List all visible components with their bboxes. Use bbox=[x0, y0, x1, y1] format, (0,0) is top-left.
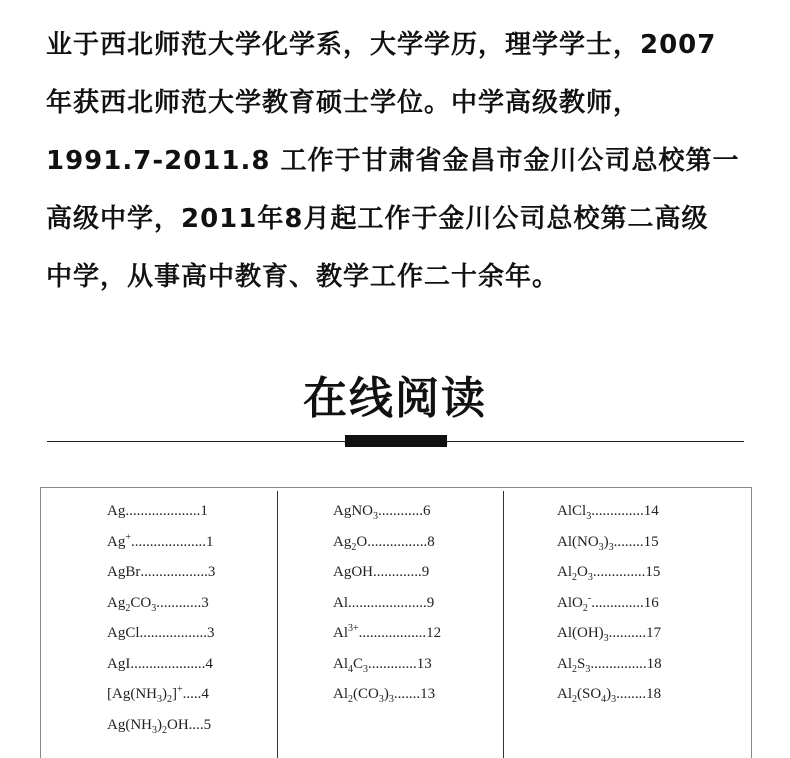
page-number: 3 bbox=[201, 594, 209, 611]
page-number: 15 bbox=[643, 533, 659, 550]
index-entry bbox=[107, 679, 215, 710]
formula: $Al(NO_3)_3$ bbox=[557, 533, 614, 553]
page-number: 9 bbox=[421, 564, 430, 580]
formula: $Al_4C_3$ bbox=[333, 655, 369, 675]
formula: Ag+ bbox=[107, 531, 131, 550]
leader-dots: ..................... bbox=[348, 594, 427, 611]
formula: AgCl bbox=[107, 625, 140, 641]
bio-line: 业于西北师范大学化学系，大学学历，理学学士，2007 bbox=[46, 30, 717, 60]
index-entry bbox=[557, 679, 662, 710]
formula: Ag bbox=[107, 503, 126, 519]
formula: AgI bbox=[107, 655, 131, 672]
leader-dots: ........ bbox=[616, 686, 647, 702]
index-entry bbox=[107, 618, 215, 649]
section-title: 在线阅读 bbox=[303, 373, 487, 424]
page-number: 18 bbox=[646, 686, 662, 702]
leader-dots: ............ bbox=[156, 594, 202, 611]
index-entry bbox=[333, 618, 441, 649]
formula-index bbox=[40, 487, 752, 758]
index-entry bbox=[333, 527, 441, 558]
page-number: 13 bbox=[420, 686, 436, 702]
page-number: 17 bbox=[646, 625, 662, 641]
index-entry bbox=[107, 649, 215, 680]
page-number: 4 bbox=[201, 686, 209, 702]
index-entry bbox=[107, 496, 215, 527]
formula: AlO$_2$- bbox=[557, 592, 592, 614]
index-entry bbox=[333, 496, 441, 527]
leader-dots: ............. bbox=[373, 564, 422, 580]
leader-dots: ............. bbox=[368, 655, 417, 672]
leader-dots: .............. bbox=[592, 564, 646, 580]
leader-dots: .................. bbox=[358, 625, 427, 641]
page-number: 8 bbox=[427, 533, 435, 550]
formula: $Ag(NH_3)_2OH$ bbox=[107, 716, 189, 736]
leader-dots: .................... bbox=[125, 503, 201, 519]
leader-dots: ............... bbox=[590, 655, 647, 672]
formula: $Al_2(CO_3)_3$ bbox=[333, 686, 394, 705]
page-number: 13 bbox=[416, 655, 432, 672]
page-number: 9 bbox=[426, 594, 435, 611]
index-entry bbox=[107, 557, 215, 588]
index-column-1 bbox=[107, 496, 215, 740]
formula: $[Ag(NH_3)_2]^+$ bbox=[107, 684, 183, 705]
index-entry bbox=[557, 557, 662, 588]
formula: $Ag_2CO_3$ bbox=[107, 594, 157, 614]
index-entry bbox=[333, 679, 441, 710]
bio-line: 1991.7-2011.8 工作于甘肃省金昌市金川公司总校第一 bbox=[46, 146, 740, 176]
leader-dots: .... bbox=[188, 716, 204, 733]
page-number: 1 bbox=[205, 533, 214, 550]
index-entry bbox=[333, 557, 441, 588]
page-number: 4 bbox=[205, 655, 213, 672]
leader-dots: ....... bbox=[393, 686, 421, 702]
page-number: 3 bbox=[207, 625, 215, 641]
index-entry bbox=[107, 588, 215, 619]
column-divider bbox=[277, 491, 278, 758]
leader-dots: .................... bbox=[130, 533, 206, 550]
index-entry bbox=[557, 496, 662, 527]
index-entry bbox=[107, 527, 215, 558]
leader-dots: .................. bbox=[140, 564, 208, 580]
index-entry bbox=[557, 527, 662, 558]
leader-dots: .......... bbox=[608, 625, 647, 641]
page-number: 12 bbox=[426, 625, 442, 641]
page-number: 3 bbox=[207, 564, 216, 580]
page-number: 6 bbox=[423, 503, 431, 519]
page-number: 5 bbox=[203, 716, 212, 733]
formula: AgNO$_3$ bbox=[333, 503, 378, 522]
index-column-2 bbox=[333, 496, 441, 710]
divider-accent-bar bbox=[345, 435, 447, 447]
leader-dots: .................... bbox=[130, 655, 206, 672]
index-column-3 bbox=[557, 496, 662, 710]
formula: $Al(OH)_3$ bbox=[557, 625, 609, 644]
index-entry bbox=[333, 588, 441, 619]
page-number: 16 bbox=[643, 594, 659, 611]
page-number: 18 bbox=[646, 655, 662, 672]
bio-line: 中学，从事高中教育、教学工作二十余年。 bbox=[46, 262, 560, 292]
leader-dots: .................. bbox=[139, 625, 208, 641]
column-divider bbox=[503, 491, 504, 758]
formula: AlCl$_3$ bbox=[557, 503, 592, 522]
formula: AgOH bbox=[333, 564, 373, 580]
formula: Al bbox=[333, 594, 348, 611]
leader-dots: ..... bbox=[182, 686, 202, 702]
formula: $Al_2(SO_4)_3$ bbox=[557, 686, 617, 705]
leader-dots: ............ bbox=[378, 503, 423, 519]
formula: AgBr bbox=[107, 564, 141, 580]
index-entry bbox=[333, 649, 441, 680]
biography-text bbox=[46, 20, 766, 310]
leader-dots: .............. bbox=[591, 594, 644, 611]
index-entry bbox=[557, 588, 662, 619]
leader-dots: ................ bbox=[367, 533, 428, 550]
leader-dots: ........ bbox=[613, 533, 644, 550]
formula: $Al^{3+}$ bbox=[333, 623, 359, 641]
bio-line: 高级中学，2011年8月起工作于金川公司总校第二高级 bbox=[46, 204, 709, 234]
page-number: 15 bbox=[645, 564, 661, 580]
formula: $Ag_2O$ bbox=[333, 533, 368, 553]
index-entry bbox=[557, 618, 662, 649]
page-number: 1 bbox=[200, 503, 208, 519]
page-number: 14 bbox=[643, 503, 659, 519]
bio-line: 年获西北师范大学教育硕士学位。中学高级教师， bbox=[46, 88, 641, 118]
index-entry bbox=[107, 710, 215, 741]
index-entry bbox=[557, 649, 662, 680]
leader-dots: .............. bbox=[591, 503, 644, 519]
formula: $Al_2S_3$ bbox=[557, 655, 591, 675]
formula: $Al_2O_3$ bbox=[557, 564, 593, 583]
